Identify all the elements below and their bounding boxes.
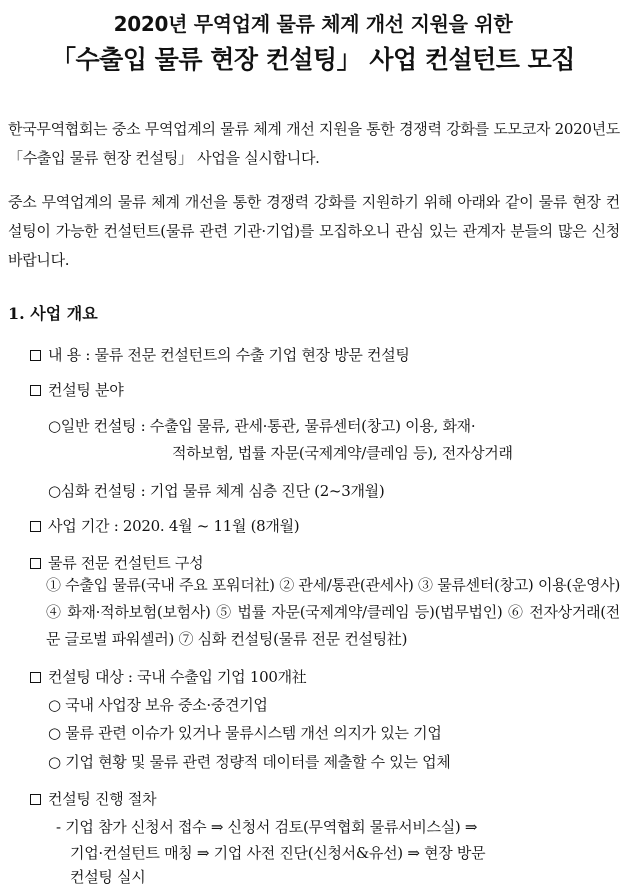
- title-line-1: 2020년 무역업계 물류 체계 개선 지원을 위한: [113, 12, 513, 36]
- process-item: [30, 788, 156, 809]
- period-item: [30, 515, 299, 536]
- fields-label: 컨설팅 분야: [48, 381, 124, 399]
- process-line-3: 컨설팅 실시: [70, 868, 146, 886]
- intro-paragraph-2: 중소 무역업계의 물류 체계 개선을 통한 경쟁력 강화를 지원하기 위해 아래와 같이 물류 현장 컨설팅이 가능한 컨설턴트(물류 관련 기관·기업)를 모집하오니 관심 있는 관계자 분들의 많은 신청 바랍니다.: [8, 193, 620, 269]
- target-item: [30, 666, 306, 687]
- target-list-item: ○ 물류 관련 이슈가 있거나 물류시스템 개선 의지가 있는 기업: [48, 724, 442, 742]
- composition-text: ① 수출입 물류(국내 주요 포워더社) ② 관세/통관(관세사) ③ 물류센터(창고) 이용(운영사) ④ 화재·적하보험(보험사) ⑤ 법률 자문(국제계약/클레임 등)(법무법인) ⑥ 전자상거래(전문 글로벌 파워셀러) ⑦ 심화 컨설팅(물류 전문 컨설팅社): [46, 576, 620, 648]
- process-label: 컨설팅 진행 절차: [48, 790, 157, 808]
- general-consulting-line-2: 적하보험, 법률 자문(국제계약/클레임 등), 전자상거래: [172, 444, 513, 462]
- content-item: [30, 344, 410, 365]
- composition-item: [30, 552, 203, 573]
- target-list-item: ○ 국내 사업장 보유 중소·중견기업: [48, 696, 268, 714]
- process-line-1: - 기업 참가 신청서 접수 ⇒ 신청서 검토(무역협회 물류서비스실) ⇒: [56, 818, 478, 836]
- fields-item: [30, 379, 123, 400]
- intro-paragraph-1: 한국무역협회는 중소 무역업계의 물류 체계 개선 지원을 통한 경쟁력 강화를 도모코자 2020년도 「수출입 물류 현장 컨설팅」 사업을 실시합니다.: [8, 120, 620, 167]
- section-heading: 1. 사업 개요: [8, 304, 98, 323]
- checkbox-square-icon: [30, 350, 41, 361]
- content-text: 내 용 : 물류 전문 컨설턴트의 수출 기업 현장 방문 컨설팅: [48, 346, 410, 364]
- checkbox-square-icon: [30, 521, 41, 532]
- checkbox-square-icon: [30, 672, 41, 683]
- process-line-2: 기업·컨설턴트 매칭 ⇒ 기업 사전 진단(신청서&유선) ⇒ 현장 방문: [70, 844, 486, 862]
- checkbox-square-icon: [30, 794, 41, 805]
- checkbox-square-icon: [30, 558, 41, 569]
- target-label: 컨설팅 대상 : 국내 수출입 기업 100개社: [48, 668, 307, 686]
- target-list-item: ○ 기업 현황 및 물류 관련 정량적 데이터를 제출할 수 있는 업체: [48, 753, 451, 771]
- period-text: 사업 기간 : 2020. 4월 ~ 11월 (8개월): [48, 517, 300, 535]
- checkbox-square-icon: [30, 385, 41, 396]
- deep-consulting: ○심화 컨설팅 : 기업 물류 체계 심층 진단 (2~3개월): [48, 482, 385, 500]
- composition-label: 물류 전문 컨설턴트 구성: [48, 554, 204, 572]
- title-line-2: 「수출입 물류 현장 컨설팅」 사업 컨설턴트 모집: [51, 45, 575, 74]
- general-consulting-line-1: ○일반 컨설팅 : 수출입 물류, 관세·통관, 물류센터(창고) 이용, 화재·: [48, 417, 476, 435]
